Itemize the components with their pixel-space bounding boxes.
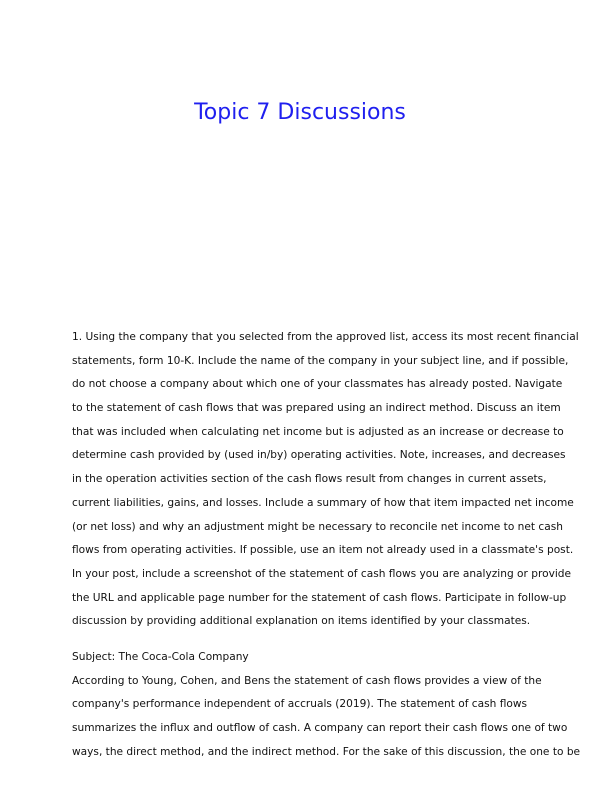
answer-line: ways, the direct method, and the indirect method. For the sake of this discussion, the one to be [72,745,581,758]
question-line: current liabilities, gains, and losses. Include a summary of how that item impacted net income [72,496,574,509]
question-line: statements, form 10-K. Include the name of the company in your subject line, and if possible, [72,354,569,367]
question-line: flows from operating activities. If possible, use an item not already used in a classmate's post. [72,544,574,557]
question-line: discussion by providing additional explanation on items identified by your classmates. [72,615,531,628]
subject-line: Subject: The Coca-Cola Company [72,651,249,663]
answer-paragraph [72,646,581,764]
answer-line: summarizes the influx and outflow of cash. A company can report their cash flows one of two [72,722,568,735]
question-line: (or net loss) and why an adjustment might be necessary to reconcile net income to net cash [72,520,563,533]
page-title: Topic 7 Discussions [194,100,406,125]
question-line: the URL and applicable page number for the statement of cash flows. Participate in follow-up [72,591,567,604]
question-line: that was included when calculating net income but is adjusted as an increase or decrease to [72,425,564,438]
question-line: to the statement of cash flows that was prepared using an indirect method. Discuss an item [72,402,561,415]
answer-line: company's performance independent of accruals (2019). The statement of cash flows [72,698,528,711]
question-line: do not choose a company about which one of your classmates has already posted. Navigate [72,378,563,391]
answer-line: According to Young, Cohen, and Bens the statement of cash flows provides a view of the [72,674,542,687]
question-line: in the operation activities section of the cash flows result from changes in current assets, [72,473,547,486]
question-line: In your post, include a screenshot of the statement of cash flows you are analyzing or provide [72,567,572,580]
question-line: 1. Using the company that you selected from the approved list, access its most recent financial [72,331,579,343]
question-paragraph [72,326,579,634]
question-line: determine cash provided by (used in/by) operating activities. Note, increases, and decreases [72,449,566,462]
